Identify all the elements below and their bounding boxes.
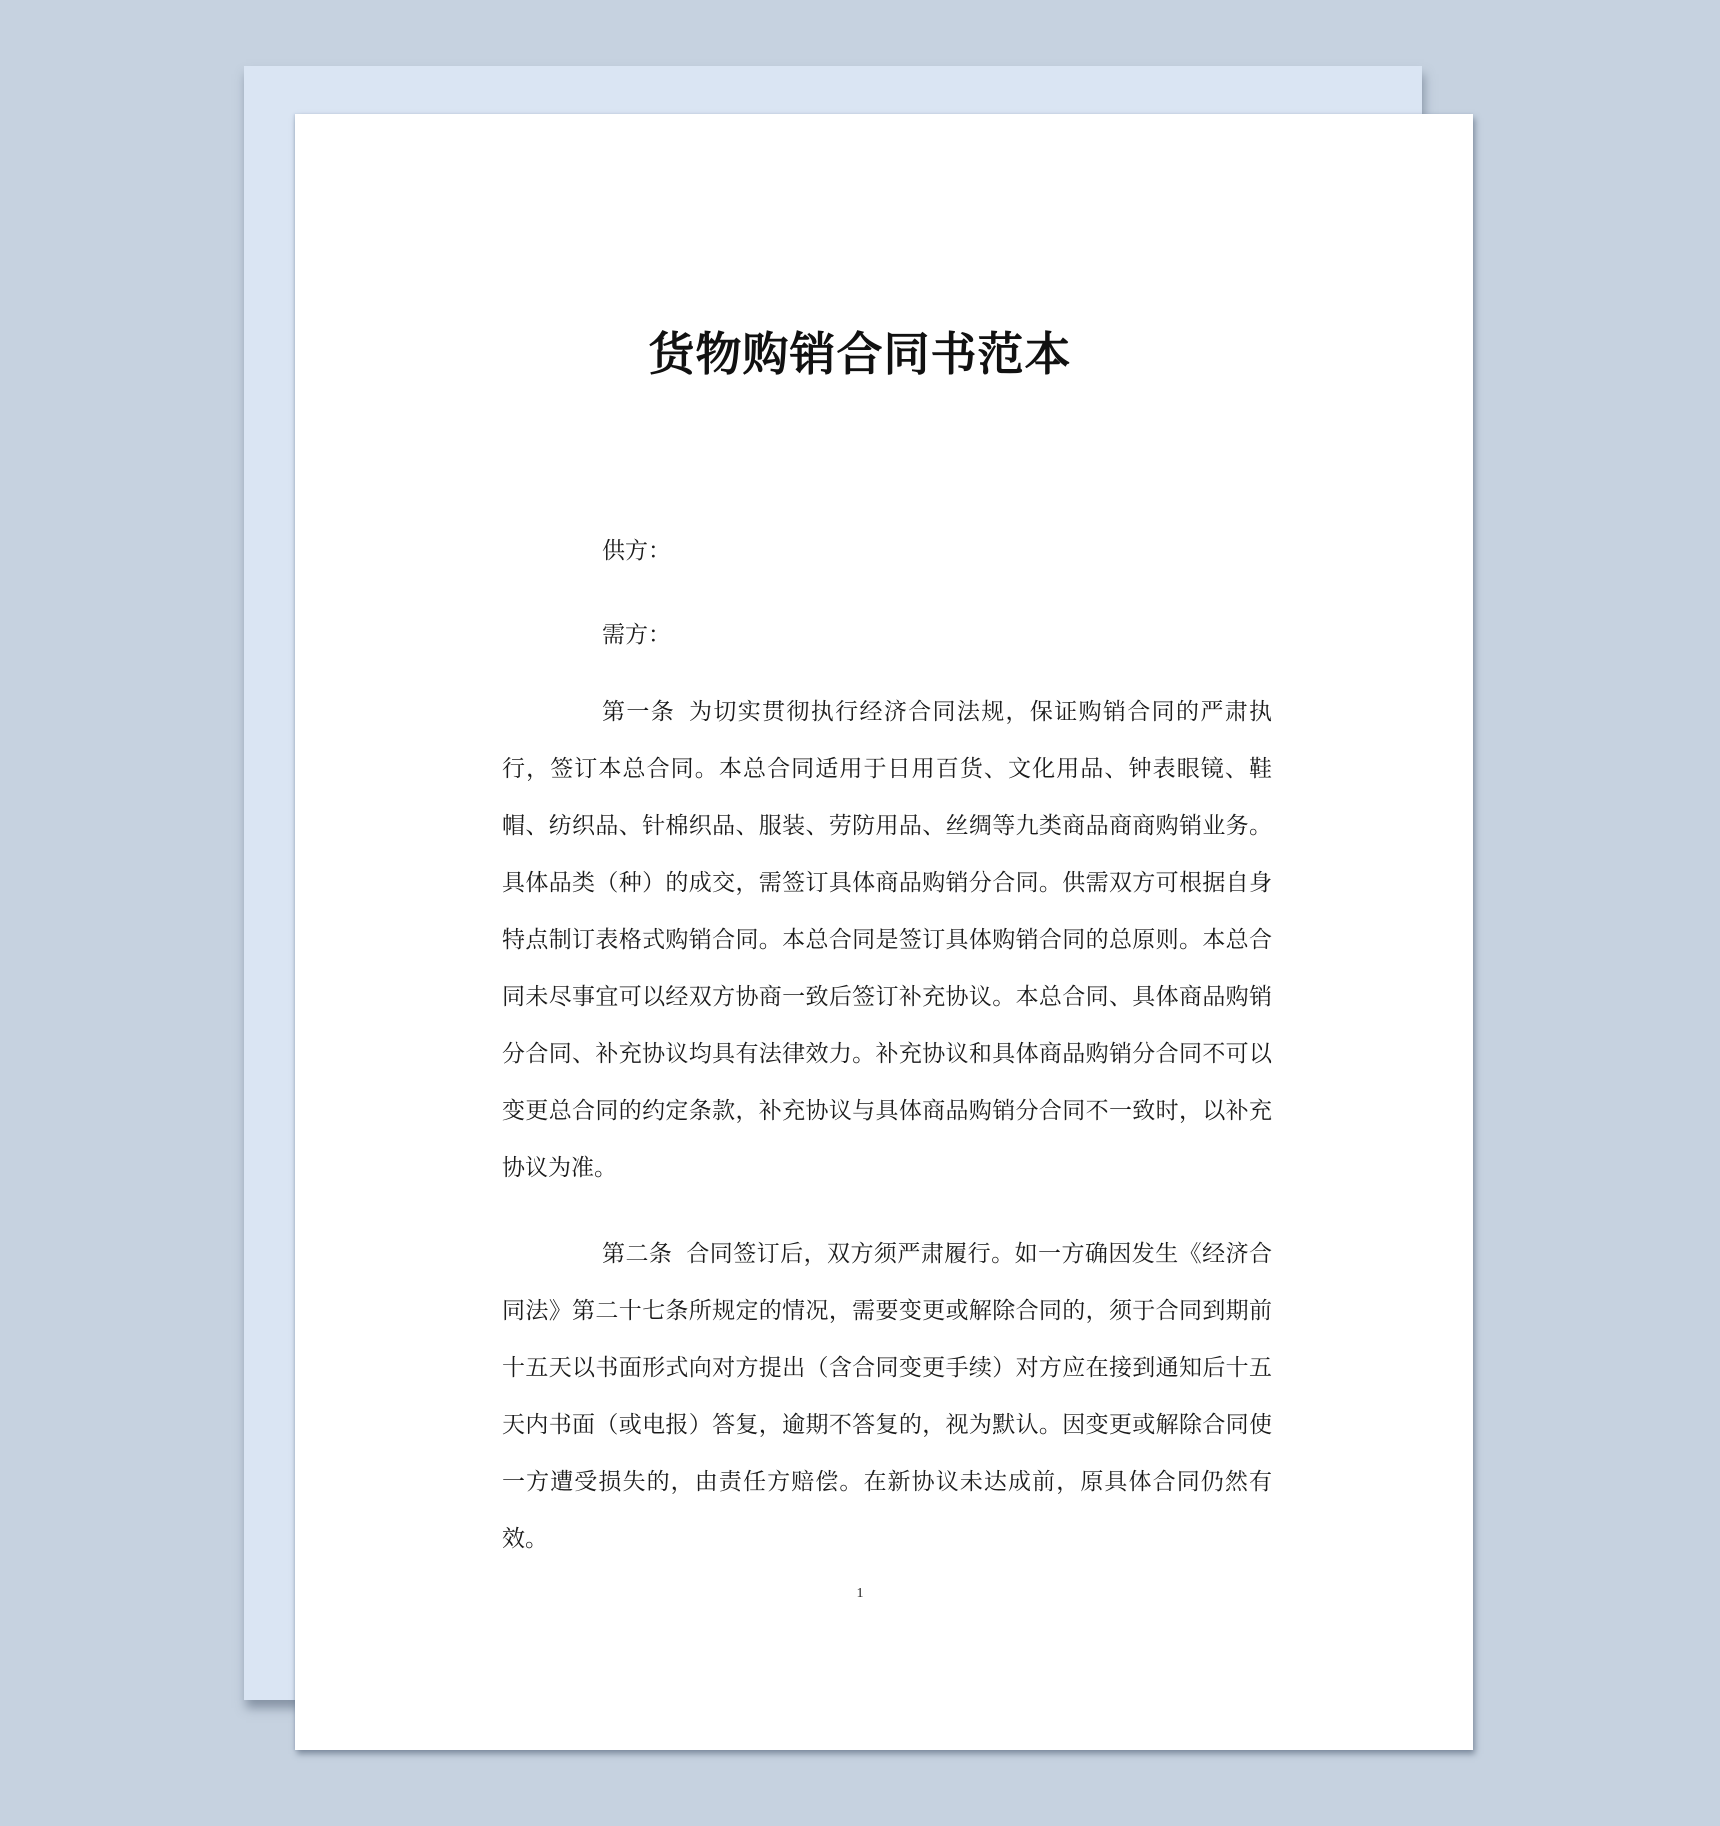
article-2-heading: 第二条 — [602, 1241, 673, 1267]
article-2-text: 合同签订后，双方须严肃履行。如一方确因发生《经济合同法》第二十七条所规定的情况，需要变更或解除合同的，须于合同到期前十五天以书面形式向对方提出（含合同变更手续）对方应在接到通知后十五天内书面（或电报）答复，逾期不答复的，视为默认。因变更或解除合同使一方遭受损失的，由责任方赔偿。在新协议未达成前，原具体合同仍然有效。 — [502, 1241, 1273, 1552]
supplier-label: 供方： — [602, 538, 671, 564]
buyer-label: 需方： — [602, 622, 671, 648]
article-1-heading: 第一条 — [602, 699, 676, 725]
article-2-paragraph — [502, 1226, 1272, 1568]
document-title: 货物购销合同书范本 — [648, 327, 1072, 381]
article-1-paragraph — [502, 684, 1272, 1197]
page-number: 1 — [856, 1586, 864, 1601]
article-2 — [502, 1226, 1272, 1568]
article-1 — [502, 684, 1272, 1197]
article-1-text: 为切实贯彻执行经济合同法规，保证购销合同的严肃执行，签订本总合同。本总合同适用于日用百货、文化用品、钟表眼镜、鞋帽、纺织品、针棉织品、服装、劳防用品、丝绸等九类商品商商购销业务。具体品类（种）的成交，需签订具体商品购销分合同。供需双方可根据自身特点制订表格式购销合同。本总合同是签订具体购销合同的总原则。本总合同未尽事宜可以经双方协商一致后签订补充协议。本总合同、具体商品购销分合同、补充协议均具有法律效力。补充协议和具体商品购销分合同不可以变更总合同的约定条款，补充协议与具体商品购销分合同不一致时，以补充协议为准。 — [502, 699, 1273, 1181]
